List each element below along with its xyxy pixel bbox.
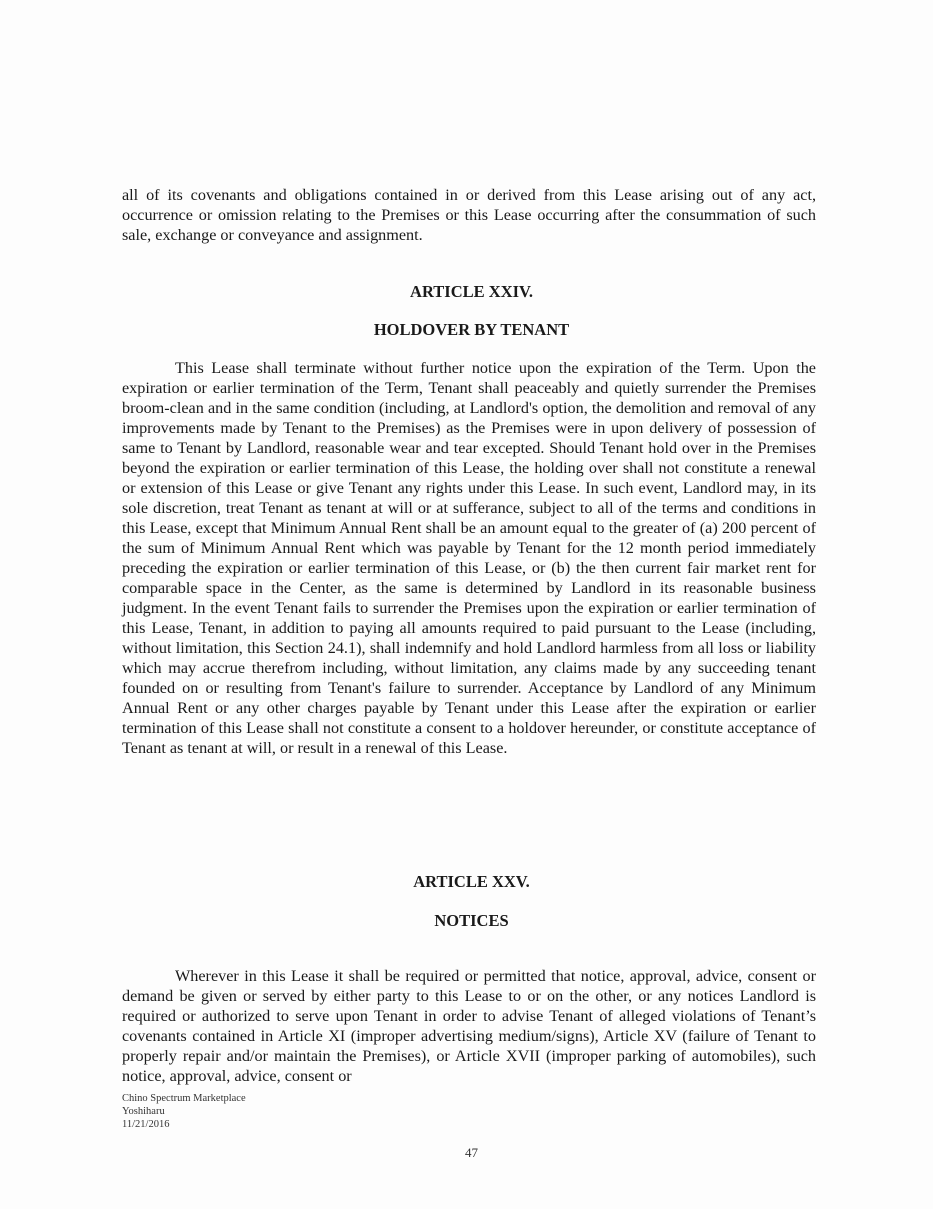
footer-date: 11/21/2016	[122, 1119, 170, 1130]
footer-tenant-name: Yoshiharu	[122, 1106, 165, 1117]
article-25-number: ARTICLE XXV.	[413, 872, 530, 891]
article-24-body: This Lease shall terminate without further notice upon the expiration of the Term. Upon the expiration or earlier termination of the Term, Tenant shall peaceably and quietly surrender the Premises broom-clean and in the same condition (including, at Landlord's option, the demolition and removal of any improvements made by Tenant to the Premises) as the Premises were in upon delivery of possession of same to Tenant by Landlord, reasonable wear and tear excepted. Should Tenant hold over in the Premises beyond the expiration or earlier termination of this Lease, the holding over shall not constitute a renewal or extension of this Lease or give Tenant any rights under this Lease. In such event, Landlord may, in its sole discretion, treat Tenant as tenant at will or at sufferance, subject to all of the terms and conditions in this Lease, except that Minimum Annual Rent shall be an amount equal to the greater of (a) 200 percent of the sum of Minimum Annual Rent which was payable by Tenant for the 12 month period immediately preceding the expiration or earlier termination of this Lease, or (b) the then current fair market rent for comparable space in the Center, as the same is determined by Landlord in its reasonable business judgment. In the event Tenant fails to surrender the Premises upon the expiration or earlier termination of this Lease, Tenant, in addition to paying all amounts required to paid pursuant to the Lease (including, without limitation, this Section 24.1), shall indemnify and hold Landlord harmless from all loss or liability which may accrue therefrom including, without limitation, any claims made by any succeeding tenant founded on or resulting from Tenant's failure to surrender. Acceptance by Landlord of any Minimum Annual Rent or any other charges payable by Tenant under this Lease after the expiration or earlier termination of this Lease shall not constitute a consent to a holdover hereunder, or constitute acceptance of Tenant as tenant at will, or result in a renewal of this Lease.	[122, 359, 816, 757]
footer-project-name: Chino Spectrum Marketplace	[122, 1093, 246, 1104]
page-number: 47	[465, 1145, 478, 1160]
article-24-number: ARTICLE XXIV.	[410, 282, 533, 301]
document-footer	[122, 1092, 246, 1131]
article-24-title: HOLDOVER BY TENANT	[373, 320, 570, 339]
continuation-paragraph: all of its covenants and obligations contained in or derived from this Lease arising out of any act, occurrence or omission relating to the Premises or this Lease occurring after the consummation of such sale, exchange or conveyance and assignment.	[122, 186, 816, 244]
article-25-title: NOTICES	[434, 911, 509, 930]
article-25-body: Wherever in this Lease it shall be required or permitted that notice, approval, advice, consent or demand be given or served by either party to this Lease to or on the other, or any notices Landlord is required or authorized to serve upon Tenant in order to advise Tenant of alleged violations of Tenant’s covenants contained in Article XI (improper advertising medium/signs), Article XV (failure of Tenant to properly repair and/or maintain the Premises), or Article XVII (improper parking of automobiles), such notice, approval, advice, consent or	[122, 967, 816, 1085]
